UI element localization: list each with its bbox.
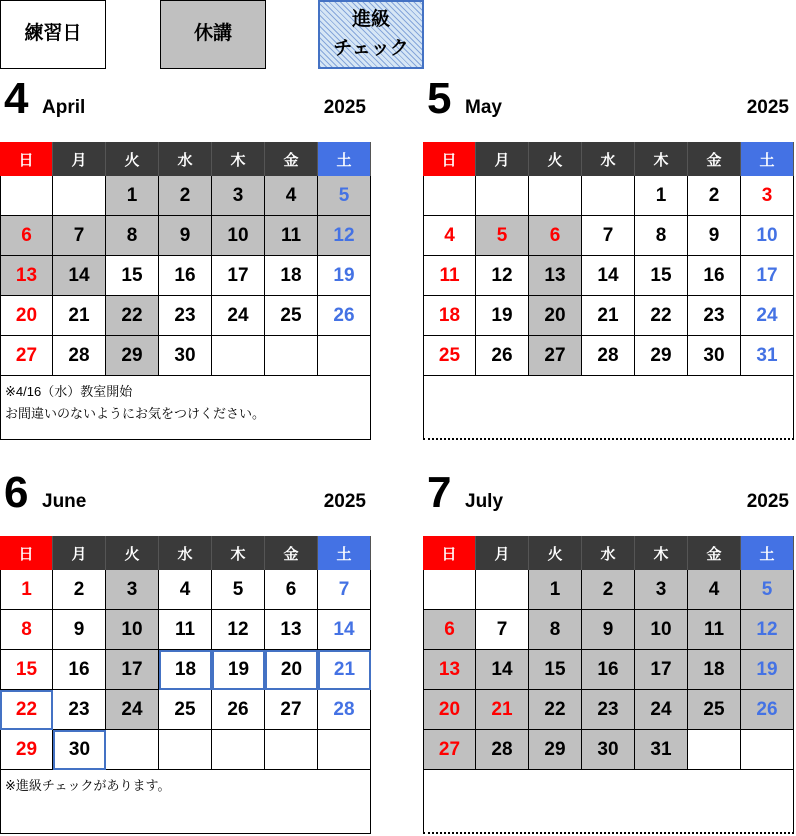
calendar-day: 17: [741, 256, 794, 296]
calendar-day: 20: [0, 296, 53, 336]
calendar-day: 1: [0, 570, 53, 610]
calendar-day: 7: [53, 216, 106, 256]
calendar-april: [0, 72, 372, 422]
calendar-day: 29: [106, 336, 159, 376]
calendar-empty-cell: [212, 730, 265, 770]
weekday-header: 月: [53, 142, 106, 176]
calendar-day: 20: [529, 296, 582, 336]
month-notes: [423, 376, 794, 440]
calendar-day: 26: [741, 690, 794, 730]
calendar-july: [423, 466, 795, 766]
calendar-day: 18: [423, 296, 476, 336]
month-name: April: [42, 97, 86, 118]
calendar-day: 17: [212, 256, 265, 296]
calendar-day: 3: [741, 176, 794, 216]
calendar-day: 22: [635, 296, 688, 336]
calendar-day: 28: [53, 336, 106, 376]
calendar-day: 2: [582, 570, 635, 610]
legend-practice-label: 練習日: [24, 23, 82, 45]
calendar-day: 12: [318, 216, 371, 256]
calendar-day: 23: [688, 296, 741, 336]
legend-off-label: 休講: [193, 23, 232, 45]
calendar-day: 28: [318, 690, 371, 730]
calendar-day: 1: [106, 176, 159, 216]
calendar-day: 21: [53, 296, 106, 336]
calendar-day: 17: [635, 650, 688, 690]
calendar-day: 12: [212, 610, 265, 650]
weekday-header: 水: [159, 536, 212, 570]
calendar-day: 18: [688, 650, 741, 690]
weekday-header: 火: [106, 536, 159, 570]
calendar-empty-cell: [106, 730, 159, 770]
weekday-header: 土: [318, 536, 371, 570]
legend-promotion-check: [318, 0, 424, 69]
weekday-header: 土: [741, 536, 794, 570]
calendar-day: 6: [265, 570, 318, 610]
calendar-day: 23: [582, 690, 635, 730]
calendar-day: 10: [212, 216, 265, 256]
weekday-header: 火: [529, 536, 582, 570]
weekday-header: 金: [688, 142, 741, 176]
weekday-header: 木: [212, 536, 265, 570]
weekday-header: 金: [688, 536, 741, 570]
calendar-day: 29: [529, 730, 582, 770]
calendar-day: 6: [423, 610, 476, 650]
calendar-day: 27: [529, 336, 582, 376]
month-notes: [423, 770, 794, 834]
month-header: [0, 466, 372, 536]
weekday-header: 木: [635, 142, 688, 176]
legend-day-off: [160, 0, 266, 69]
calendar-day: 19: [318, 256, 371, 296]
calendar-day: 25: [688, 690, 741, 730]
calendar-empty-cell: [476, 570, 529, 610]
calendar-empty-cell: [159, 730, 212, 770]
calendar-may: [423, 72, 795, 372]
calendar-day: 13: [423, 650, 476, 690]
calendar-day: 28: [476, 730, 529, 770]
calendar-day: 14: [318, 610, 371, 650]
weekday-header: 金: [265, 142, 318, 176]
weekday-header: 月: [53, 536, 106, 570]
calendar-empty-cell: [265, 336, 318, 376]
calendar-day: 31: [635, 730, 688, 770]
calendar-day: 27: [0, 336, 53, 376]
calendar-day: 21: [318, 650, 371, 690]
calendar-empty-cell: [0, 176, 53, 216]
weekday-header: 日: [0, 142, 53, 176]
calendar-empty-cell: [423, 570, 476, 610]
calendar-day: 11: [688, 610, 741, 650]
calendar-day: 16: [582, 650, 635, 690]
note-line: お間違いのないようにお気をつけください。: [5, 406, 266, 422]
calendar-day: 8: [529, 610, 582, 650]
month-name: May: [465, 97, 502, 118]
weekday-header: 月: [476, 142, 529, 176]
calendar-day: 31: [741, 336, 794, 376]
calendar-day: 16: [53, 650, 106, 690]
note-line: ※4/16（水）教室開始: [5, 384, 133, 399]
calendar-empty-cell: [529, 176, 582, 216]
calendar-day: 6: [529, 216, 582, 256]
weekday-header: 水: [582, 536, 635, 570]
calendar-day: 25: [265, 296, 318, 336]
calendar-day: 24: [106, 690, 159, 730]
calendar-empty-cell: [265, 730, 318, 770]
month-number: 4: [4, 74, 29, 123]
calendar-day: 9: [53, 610, 106, 650]
month-header: [423, 466, 795, 536]
calendar-day: 4: [688, 570, 741, 610]
calendar-day: 26: [212, 690, 265, 730]
month-name: June: [42, 491, 87, 512]
calendar-day: 4: [159, 570, 212, 610]
calendar-empty-cell: [212, 336, 265, 376]
month-year: 2025: [323, 97, 366, 118]
calendar-day: 28: [582, 336, 635, 376]
calendar-day: 4: [265, 176, 318, 216]
calendar-day: 8: [635, 216, 688, 256]
weekday-header: 火: [106, 142, 159, 176]
weekday-header: 土: [318, 142, 371, 176]
calendar-day: 24: [741, 296, 794, 336]
calendar-day: 9: [159, 216, 212, 256]
calendar-day: 2: [688, 176, 741, 216]
weekday-header: 土: [741, 142, 794, 176]
calendar-day: 14: [53, 256, 106, 296]
calendar-day: 14: [476, 650, 529, 690]
month-number: 5: [427, 74, 452, 123]
calendar-day: 8: [0, 610, 53, 650]
calendar-empty-cell: [582, 176, 635, 216]
calendar-day: 5: [212, 570, 265, 610]
calendar-grid: [0, 536, 372, 770]
calendar-day: 30: [688, 336, 741, 376]
calendar-day: 10: [635, 610, 688, 650]
month-header: [0, 72, 372, 142]
calendar-day: 26: [476, 336, 529, 376]
calendar-day: 23: [159, 296, 212, 336]
calendar-day: 12: [476, 256, 529, 296]
calendar-empty-cell: [318, 336, 371, 376]
month-name: July: [465, 491, 504, 512]
calendar-day: 22: [529, 690, 582, 730]
calendar-grid: [0, 142, 372, 376]
calendar-day: 11: [265, 216, 318, 256]
calendar-day: 24: [635, 690, 688, 730]
calendar-day: 13: [265, 610, 318, 650]
calendar-june: [0, 466, 372, 793]
calendar-day: 1: [529, 570, 582, 610]
calendar-day: 5: [318, 176, 371, 216]
calendar-day: 3: [635, 570, 688, 610]
calendar-day: 15: [106, 256, 159, 296]
note-line: ※進級チェックがあります。: [5, 778, 171, 793]
calendar-empty-cell: [688, 730, 741, 770]
calendar-day: 2: [159, 176, 212, 216]
calendar-day: 1: [635, 176, 688, 216]
weekday-header: 木: [635, 536, 688, 570]
calendar-day: 10: [106, 610, 159, 650]
calendar-grid: [423, 536, 795, 770]
calendar-day: 10: [741, 216, 794, 256]
calendar-day: 13: [529, 256, 582, 296]
calendar-day: 16: [688, 256, 741, 296]
calendar-day: 16: [159, 256, 212, 296]
month-notes: [0, 376, 371, 440]
calendar-day: 26: [318, 296, 371, 336]
month-year: 2025: [746, 97, 789, 118]
calendar-day: 23: [53, 690, 106, 730]
calendar-day: 30: [53, 730, 106, 770]
weekday-header: 日: [423, 536, 476, 570]
calendar-day: 27: [423, 730, 476, 770]
month-notes: [0, 770, 371, 834]
calendar-day: 17: [106, 650, 159, 690]
calendar-day: 18: [265, 256, 318, 296]
calendar-day: 27: [265, 690, 318, 730]
calendar-day: 5: [741, 570, 794, 610]
calendar-day: 14: [582, 256, 635, 296]
calendar-day: 9: [582, 610, 635, 650]
calendar-day: 5: [476, 216, 529, 256]
calendar-empty-cell: [53, 176, 106, 216]
calendar-day: 20: [265, 650, 318, 690]
calendar-day: 21: [476, 690, 529, 730]
calendar-day: 15: [0, 650, 53, 690]
calendar-day: 20: [423, 690, 476, 730]
calendar-empty-cell: [318, 730, 371, 770]
calendar-day: 15: [635, 256, 688, 296]
calendar-day: 24: [212, 296, 265, 336]
calendar-day: 13: [0, 256, 53, 296]
calendar-day: 29: [0, 730, 53, 770]
weekday-header: 火: [529, 142, 582, 176]
calendar-day: 12: [741, 610, 794, 650]
calendar-day: 11: [423, 256, 476, 296]
weekday-header: 日: [423, 142, 476, 176]
calendar-day: 9: [688, 216, 741, 256]
calendar-day: 29: [635, 336, 688, 376]
calendar-day: 25: [423, 336, 476, 376]
calendar-day: 7: [582, 216, 635, 256]
calendar-day: 15: [529, 650, 582, 690]
calendar-day: 19: [212, 650, 265, 690]
calendar-day: 25: [159, 690, 212, 730]
month-header: [423, 72, 795, 142]
calendar-day: 3: [212, 176, 265, 216]
calendar-day: 6: [0, 216, 53, 256]
calendar-day: 4: [423, 216, 476, 256]
legend-practice-day: [0, 0, 106, 69]
calendar-day: 3: [106, 570, 159, 610]
calendar-day: 2: [53, 570, 106, 610]
calendar-day: 22: [0, 690, 53, 730]
calendar-empty-cell: [476, 176, 529, 216]
calendar-day: 22: [106, 296, 159, 336]
calendar-day: 21: [582, 296, 635, 336]
weekday-header: 日: [0, 536, 53, 570]
legend-check-label: 進級 チェック: [333, 9, 409, 59]
weekday-header: 木: [212, 142, 265, 176]
weekday-header: 金: [265, 536, 318, 570]
calendar-day: 30: [159, 336, 212, 376]
calendar-day: 19: [476, 296, 529, 336]
calendar-day: 8: [106, 216, 159, 256]
calendar-day: 7: [476, 610, 529, 650]
month-year: 2025: [746, 491, 789, 512]
calendar-day: 11: [159, 610, 212, 650]
calendar-day: 18: [159, 650, 212, 690]
weekday-header: 水: [159, 142, 212, 176]
calendar-day: 7: [318, 570, 371, 610]
weekday-header: 月: [476, 536, 529, 570]
month-number: 7: [427, 468, 452, 517]
weekday-header: 水: [582, 142, 635, 176]
calendar-empty-cell: [741, 730, 794, 770]
calendar-grid: [423, 142, 795, 376]
calendar-empty-cell: [423, 176, 476, 216]
calendar-day: 30: [582, 730, 635, 770]
calendar-day: 19: [741, 650, 794, 690]
month-year: 2025: [323, 491, 366, 512]
month-number: 6: [4, 468, 29, 517]
